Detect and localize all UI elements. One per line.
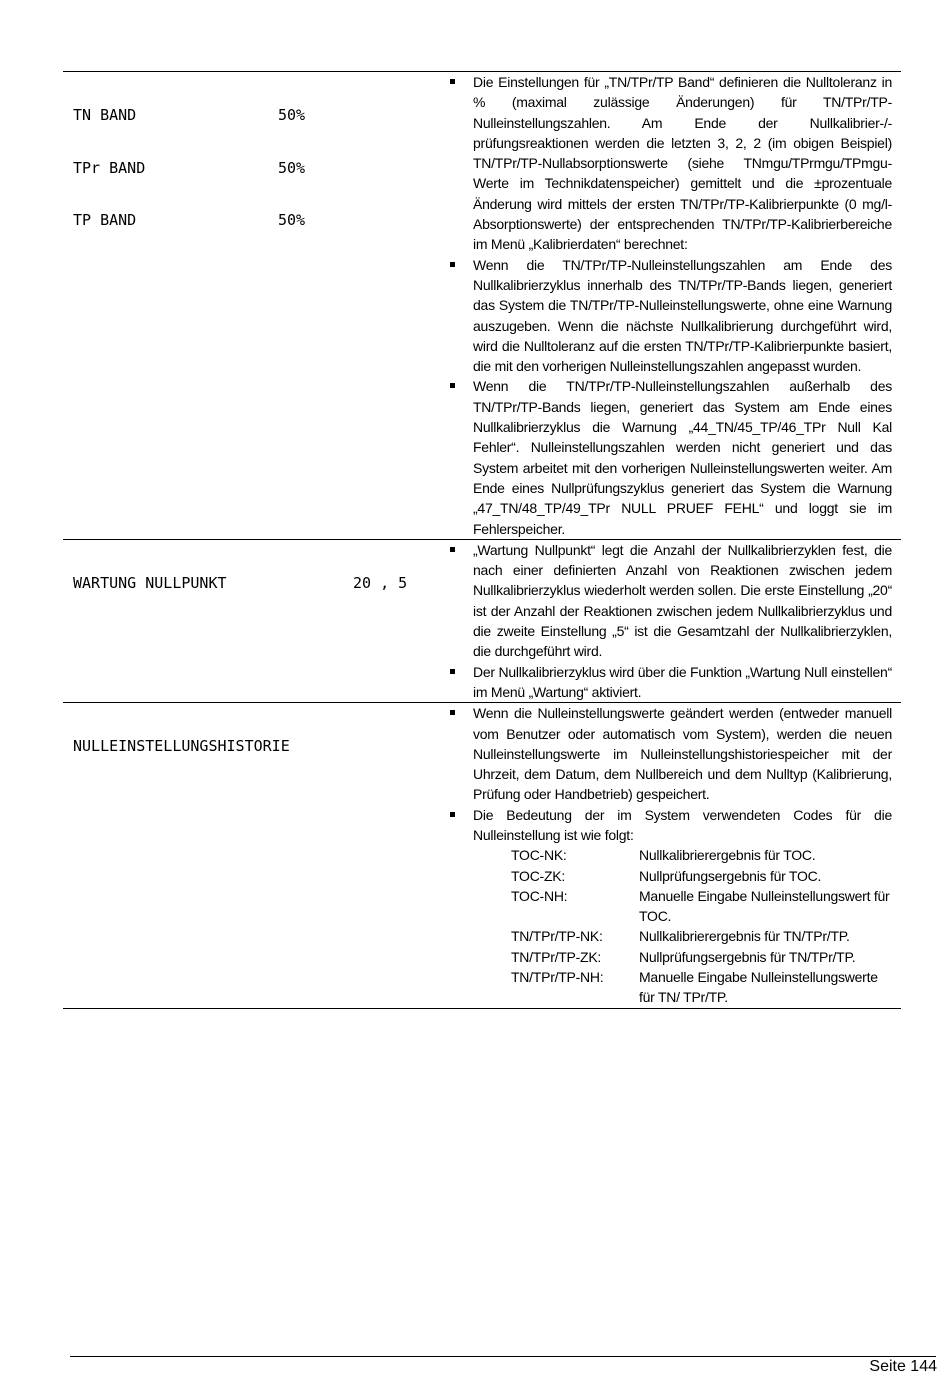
bullet-item: Wenn die Nulleinstellungswerte geändert werden (entweder manuell vom Benutzer oder automatisch vom System), werden die neuen Nulleinstellungswerte im Nulleinstellungshistoriespeicher mit der Uhrzeit, dem Datum, dem Nullbereich und dem Nulltyp (Kalibrierung, Prüfung oder Handbetrieb) gespeichert. xyxy=(435,703,901,804)
param-value: 50% xyxy=(278,158,306,177)
param-value: 50% xyxy=(278,211,306,229)
param-name: NULLEINSTELLUNGSHISTORIE xyxy=(73,737,290,756)
param-cell xyxy=(63,540,435,702)
param-name: TN BAND xyxy=(73,106,137,124)
code-key: TOC-NH: xyxy=(511,887,568,904)
code-row xyxy=(435,926,901,946)
param-cell xyxy=(63,72,435,539)
page-number: Seite 144 xyxy=(869,1358,937,1375)
table-row-nulleinstellungshistorie xyxy=(63,703,901,1008)
bullet-item: „Wartung Nullpunkt“ legt die Anzahl der Nullkalibrierzyklen fest, die nach einer definierten Anzahl von Reaktionen zwischen jedem Nullkalibrierzyklus wiederholt werden sollen. Die erste Einstellung „20“ ist der Anzahl der Reaktionen zwischen jedem Nullkalibrierzyklus und die zweite Einstellung „5“ ist die Gesamtzahl der Nullkalibrierzyklen, die durchgeführt wird. xyxy=(435,540,901,662)
code-row xyxy=(435,967,901,1008)
bullet-item: Die Bedeutung der im System verwendeten Codes für die Nulleinstellung ist wie folgt: xyxy=(435,805,901,846)
code-desc: Nullkalibrierergebnis für TOC. xyxy=(639,847,816,864)
description-cell xyxy=(435,72,901,539)
bullet-item: Der Nullkalibrierzyklus wird über die Funktion „Wartung Null einstellen“ im Menü „Wartung“ aktiviert. xyxy=(435,662,901,703)
param-name: TP BAND xyxy=(73,211,137,229)
code-desc: Nullprüfungsergebnis für TN/TPr/TP. xyxy=(639,948,856,965)
code-key: TOC-NK: xyxy=(511,847,567,864)
param-line xyxy=(63,107,435,125)
bullet-item: Wenn die TN/TPr/TP-Nulleinstellungszahlen außerhalb des TN/TPr/TP-Bands liegen, generiert das System am Ende eines Nullkalibrierzyklus die Warnung „44_TN/45_TP/46_TPr Null Kal Fehler“. Nulleinstellungszahlen werden nicht generiert und das System arbeitet mit den vorherigen Nulleinstellungswerten weiter. Am Ende eines Nullprüfungszyklus generiert das System die Warnung „47_TN/48_TP/49_TPr NULL PRUEF FEHL“ und loggt sie im Fehlerspeicher. xyxy=(435,376,901,538)
param-value: 20 , 5 xyxy=(353,573,408,592)
code-row xyxy=(435,845,901,865)
footer-divider xyxy=(70,1356,936,1357)
param-line xyxy=(63,160,435,178)
param-line xyxy=(63,738,435,756)
code-desc: Nullkalibrierergebnis für TN/TPr/TP. xyxy=(639,928,850,945)
code-desc: Nullprüfungsergebnis für TOC. xyxy=(639,867,822,884)
code-key: TN/TPr/TP-NK: xyxy=(511,928,603,945)
bullet-item: Wenn die TN/TPr/TP-Nulleinstellungszahlen am Ende des Nullkalibrierzyklus innerhalb des TN/TPr/TP-Bands liegen, generiert das System die TN/TPr/TP-Nulleinstellungswerte, ohne eine Warnung auszugeben. Wenn die nächste Nullkalibrierung durchgeführt wird, wird die Nulltoleranz auf die ersten TN/TPr/TP-Kalibrierpunkte basiert, die mit den vorherigen Nulleinstellungszahlen angepasst wurden. xyxy=(435,255,901,377)
code-row xyxy=(435,886,901,927)
param-cell xyxy=(63,703,435,1007)
code-desc: Manuelle Eingabe Nulleinstellungswert für TOC. xyxy=(639,887,890,925)
param-line xyxy=(63,575,435,593)
param-name: WARTUNG NULLPUNKT xyxy=(73,573,227,592)
code-row xyxy=(435,947,901,967)
code-desc: Manuelle Eingabe Nulleinstellungswerte für TN/ TPr/TP. xyxy=(639,969,878,1006)
table-row-wartung-nullpunkt xyxy=(63,540,901,703)
description-cell xyxy=(435,540,901,702)
bullet-item: Die Einstellungen für „TN/TPr/TP Band“ definieren die Nulltoleranz in % (maximal zulässige Änderungen) für TN/TPr/TP-Nulleinstellungszahlen. Am Ende der Nullkalibrier-/-prüfungsreaktionen werden die letzten 3, 2, 2 (im obigen Beispiel) TN/TPr/TP-Nullabsorptionswerte (siehe TNmgu/TPrmgu/TPmgu-Werte im Technikdatenspeicher) gemittelt und die ±prozentuale Änderung wird mittels der ersten TN/TPr/TP-Kalibrierpunkte (0 mg/l-Absorptionswerte) der entsprechenden TN/TPr/TP-Kalibrierbereiche im Menü „Kalibrierdaten“ berechnet: xyxy=(435,72,901,255)
description-cell xyxy=(435,703,901,1007)
param-name: TPr BAND xyxy=(73,158,146,177)
table-row-band xyxy=(63,72,901,540)
code-key: TN/TPr/TP-NH: xyxy=(511,969,604,986)
code-key: TOC-ZK: xyxy=(511,867,565,884)
code-row xyxy=(435,866,901,886)
param-line xyxy=(63,212,435,230)
param-value: 50% xyxy=(278,106,306,124)
parameter-table xyxy=(63,71,901,1009)
code-key: TN/TPr/TP-ZK: xyxy=(511,948,602,965)
code-list xyxy=(435,845,901,1007)
